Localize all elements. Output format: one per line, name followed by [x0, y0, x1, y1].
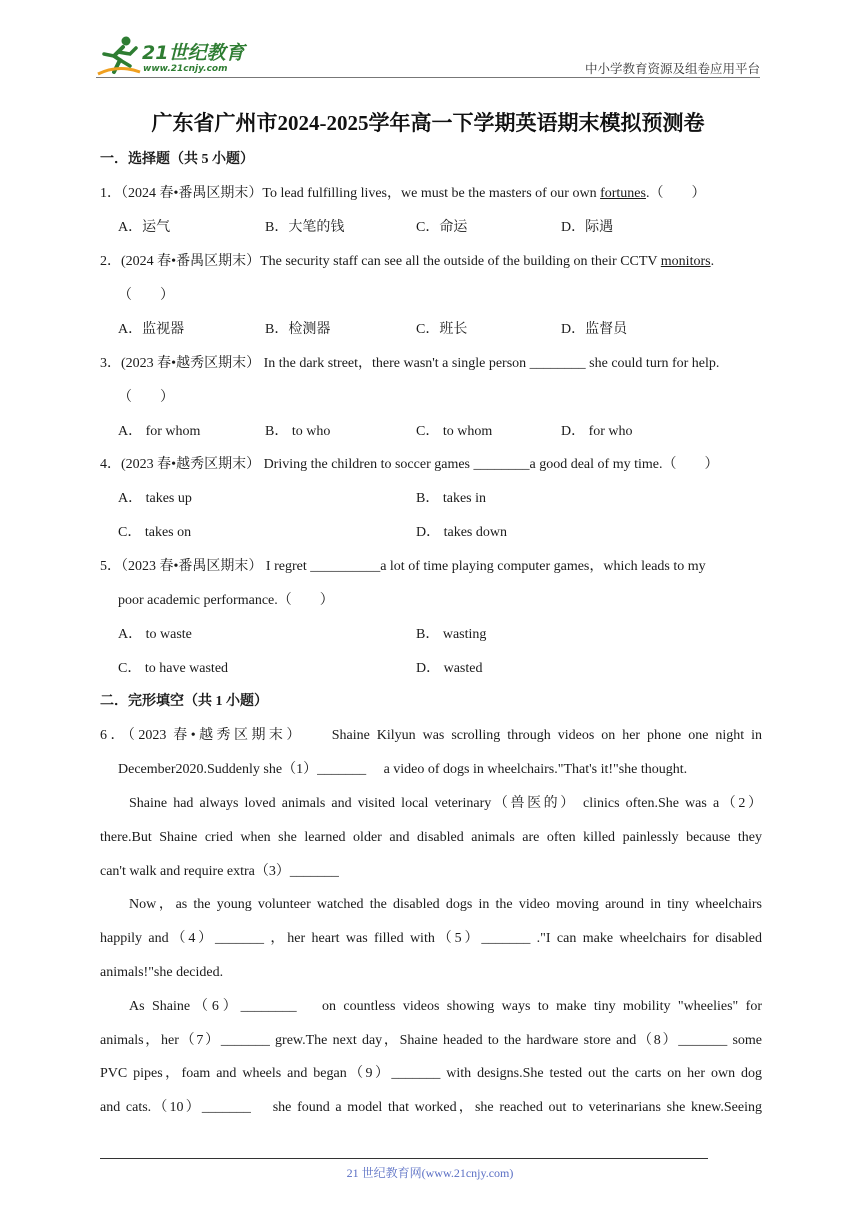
question-4-option-d[interactable]: D． takes down [416, 525, 507, 540]
passage-line: 6．（2023 春•越秀区期末） Shaine Kilyun was scrolling through videos on her phone one night in [100, 728, 762, 743]
site-logo [96, 34, 266, 78]
passage-line: happily and（4）_______ ，her heart was filled with（5）_______ ."I can make wheelchairs for disabled [100, 931, 762, 946]
question-5-stem: 5．（2023 春•番禺区期末） I regret __________a lot of time playing computer games，which leads to my [100, 559, 706, 574]
header-platform-name: 中小学教育资源及组卷应用平台 [584, 62, 760, 76]
document-title: 广东省广州市2024-2025学年高一下学期英语期末模拟预测卷 [151, 111, 705, 135]
passage-line: As Shaine（6）________ on countless videos showing ways to make tiny mobility "wheelies" for [129, 999, 762, 1014]
passage-line: December2020.Suddenly she（1）_______ a video of dogs in wheelchairs."That's it!"she thought. [118, 762, 688, 777]
question-2-stem: 2．(2024 春•番禺区期末）The security staff can see all the outside of the building on their CCTV [100, 254, 661, 269]
passage-line: Now，as the young volunteer watched the disabled dogs in the video moving around in tiny wheelchairs [129, 897, 762, 912]
question-2 [100, 252, 762, 272]
passage-line: and cats.（10）_______ she found a model that worked，she reached out to veterinarians she knew.Seeing [100, 1100, 762, 1115]
footer-divider [100, 1158, 708, 1159]
question-3-option-a[interactable]: A． for whom [118, 424, 201, 439]
question-4-option-c[interactable]: C． takes on [118, 525, 192, 540]
question-3-bracket: （ ） [118, 390, 174, 405]
passage-line: animals，her（7）_______ grew.The next day，Shaine headed to the hardware store and（8）_______ some [100, 1033, 762, 1048]
logo-text: 21世纪教育 [142, 42, 245, 64]
section-heading-cloze: 二．完形填空（共 1 小题） [100, 694, 268, 709]
question-2-bracket: （ ） [118, 288, 174, 303]
question-2-option-b[interactable]: B．检测器 [265, 322, 331, 337]
question-1 [100, 184, 762, 204]
question-5-option-d[interactable]: D． wasted [416, 661, 483, 676]
passage-line: there.But Shaine cried when she learned older and disabled animals are often killed painlessly because they [100, 830, 762, 845]
page-header [96, 32, 760, 78]
question-4-option-a[interactable]: A． takes up [118, 491, 192, 506]
section-heading-choice: 一．选择题（共 5 小题） [100, 152, 254, 167]
question-3-stem: 3．(2023 春•越秀区期末） In the dark street，there wasn't a single person ________ she could turn for help. [100, 356, 720, 371]
question-2-option-d[interactable]: D．监督员 [561, 322, 628, 337]
page-footer: 21 世纪教育网(www.21cnjy.com) [346, 1166, 514, 1180]
question-1-bracket: .（ ） [645, 186, 706, 201]
question-1-option-d[interactable]: D．际遇 [561, 220, 614, 235]
question-2-underlined-word: monitors [660, 254, 711, 269]
passage-line: can't walk and require extra（3）_______ [100, 864, 339, 879]
question-4-stem: 4．(2023 春•越秀区期末） Driving the children to soccer games ________a good deal of my time.（ ） [100, 457, 719, 472]
question-2-option-c[interactable]: C．班长 [416, 322, 468, 337]
header-divider [96, 77, 760, 78]
question-3-option-c[interactable]: C． to whom [416, 424, 493, 439]
passage-line: Shaine had always loved animals and visited local veterinary（兽医的） clinics often.She was a（2） [129, 796, 762, 811]
question-4-option-b[interactable]: B． takes in [416, 491, 486, 506]
question-5-option-c[interactable]: C． to have wasted [118, 661, 229, 676]
logo-url: www.21cnjy.com [143, 64, 228, 74]
question-2-option-a[interactable]: A．监视器 [118, 322, 185, 337]
passage-line: PVC pipes，foam and wheels and began（9）_______ with designs.She tested out the carts on her own dog [100, 1066, 762, 1081]
question-3-option-b[interactable]: B． to who [265, 424, 331, 439]
question-1-stem: 1．（2024 春•番禺区期末）To lead fulfilling lives，we must be the masters of our own [100, 186, 601, 201]
question-1-option-c[interactable]: C．命运 [416, 220, 468, 235]
question-2-period: . [710, 254, 715, 269]
question-5-option-a[interactable]: A． to waste [118, 627, 192, 642]
question-3-option-d[interactable]: D． for who [561, 424, 633, 439]
question-1-option-a[interactable]: A．运气 [118, 220, 171, 235]
runner-logo-icon [96, 34, 142, 78]
question-5-stem-cont: poor academic performance.（ ） [118, 593, 334, 608]
question-1-option-b[interactable]: B．大笔的钱 [265, 220, 345, 235]
question-5-option-b[interactable]: B． wasting [416, 627, 487, 642]
passage-line: animals!"she decided. [100, 965, 224, 980]
question-1-underlined-word: fortunes [600, 186, 646, 201]
